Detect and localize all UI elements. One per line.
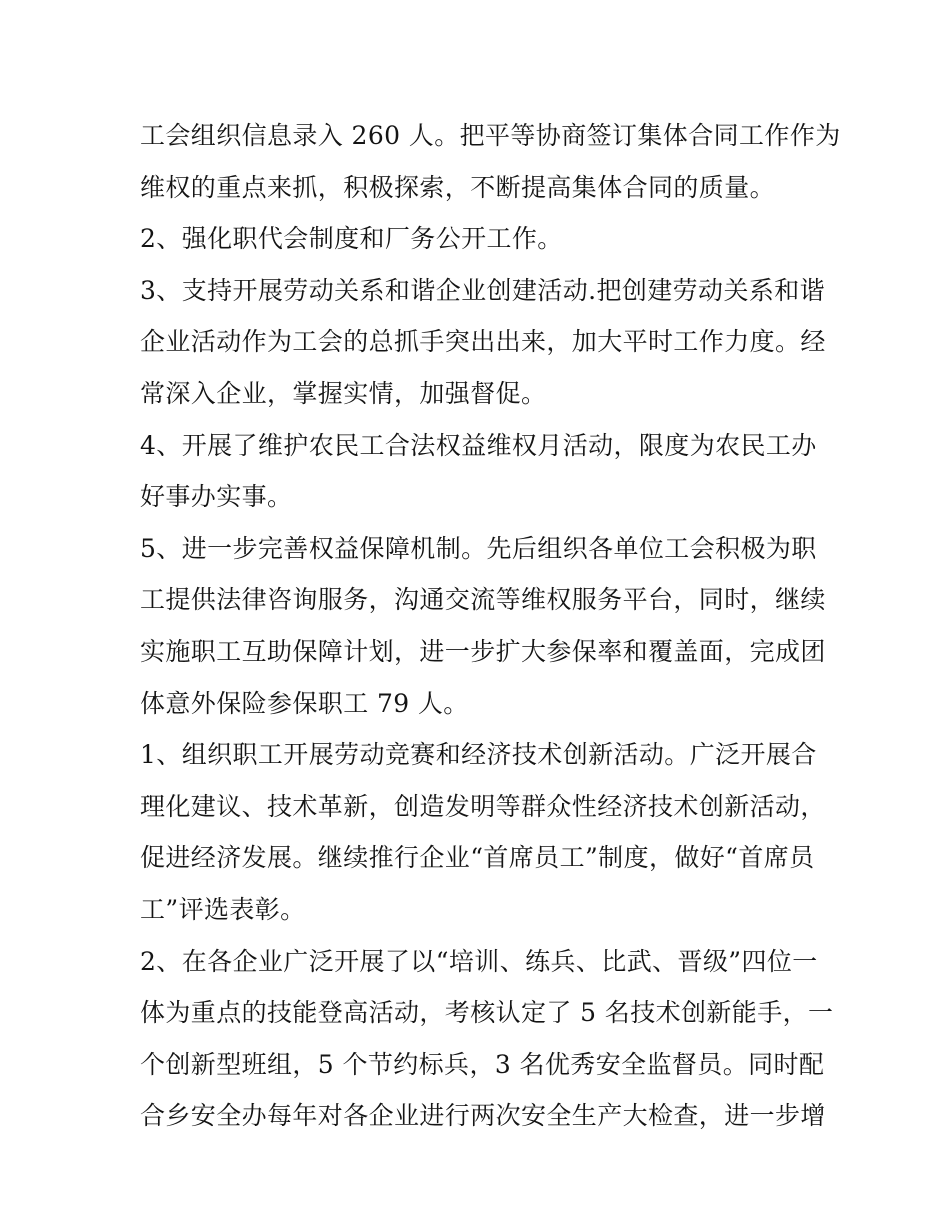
text-line: 理化建议、技术革新，创造发明等群众性经济技术创新活动， [140, 791, 826, 821]
text-line: 体为重点的技能登高活动，考核认定了 5 名技术创新能手，一 [140, 998, 834, 1028]
text-line: 工提供法律咨询服务，沟通交流等维权服务平台，同时，继续 [140, 585, 826, 615]
text-line: 工会组织信息录入 260 人。把平等协商签订集体合同工作作为 [140, 121, 841, 150]
text-line: 4、开展了维护农民工合法权益维权月活动，限度为农民工办 [140, 430, 817, 460]
text-line: 促进经济发展。继续推行企业“首席员工”制度，做好“首席员 [140, 843, 815, 873]
text-line: 企业活动作为工会的总抓手突出出来，加大平时工作力度。经 [140, 327, 826, 357]
document-body [140, 110, 841, 1142]
text-line: 合乡安全办每年对各企业进行两次安全生产大检查，进一步增 [140, 1101, 826, 1131]
text-line: 体意外保险参保职工 79 人。 [140, 688, 469, 718]
text-line: 维权的重点来抓，积极探索，不断提高集体合同的质量。 [140, 172, 776, 202]
text-line: 2、强化职代会制度和厂务公开工作。 [140, 224, 563, 254]
text-line: 2、在各企业广泛开展了以“培训、练兵、比武、晋级”四位一 [140, 946, 818, 976]
text-line: 1、组织职工开展劳动竞赛和经济技术创新活动。广泛开展合 [140, 740, 817, 770]
text-line: 工”评选表彰。 [140, 894, 306, 924]
text-line: 实施职工互助保障计划，进一步扩大参保率和覆盖面，完成团 [140, 636, 826, 666]
text-line: 5、进一步完善权益保障机制。先后组织各单位工会积极为职 [140, 533, 817, 563]
text-line: 好事办实事。 [140, 482, 293, 512]
text-line: 常深入企业，掌握实情，加强督促。 [140, 378, 547, 408]
text-line: 3、支持开展劳动关系和谐企业创建活动.把创建劳动关系和谐 [140, 275, 826, 305]
text-line: 个创新型班组，5 个节约标兵，3 名优秀安全监督员。同时配 [140, 1049, 825, 1079]
